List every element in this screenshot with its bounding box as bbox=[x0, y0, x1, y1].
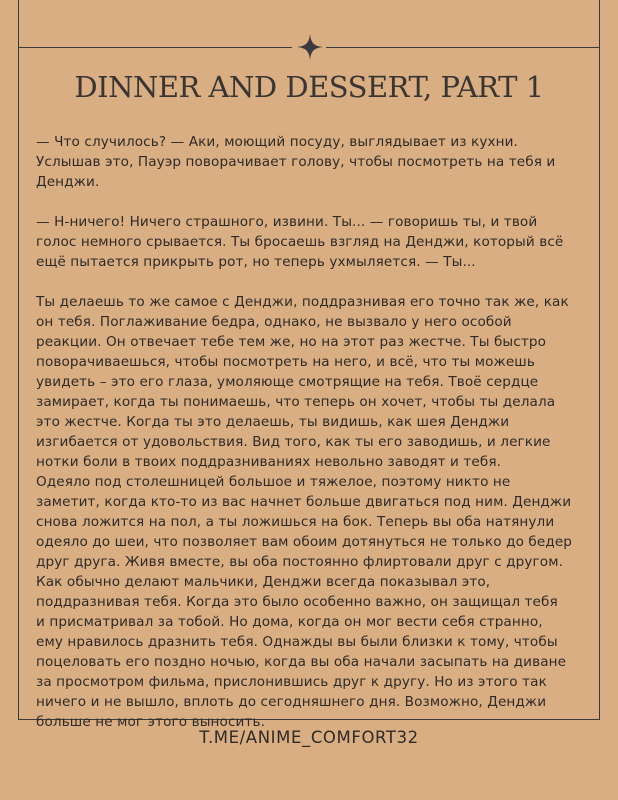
four-point-star-icon bbox=[296, 33, 324, 61]
paragraph-4: Одеяло под столешницей большое и тяжелое, поэтому никто не заметит, когда кто-то из вас начнет больше двигаться под ним. Денджи снова ложится на пол, а ты ложишься на бок. Теперь вы оба натянули одеяло до шеи, что позволяет вам обоим дотянуться не только до бедер друг друга. Живя вместе, вы оба постоянно флиртовали друг с другом. Как обычно делают мальчики, Денджи всегда показывал это, поддразнивая тебя. Когда это было особенно важно, он защищал тебя и присматривал за тобой. Но дома, когда он мог вести себя странно, ему нравилось дразнить тебя. Однажды вы были близки к тому, чтобы поцеловать его поздно ночью, когда вы оба начали засыпать на диване за просмотром фильма, прислонившись друг к другу. Но из этого так ничего и не вышло, вплоть до сегодняшнего дня. Возможно, Денджи больше не мог этого выносить. bbox=[36, 474, 573, 730]
page-title: DINNER AND DESSERT, PART 1 bbox=[74, 70, 544, 104]
paragraph-3: Ты делаешь то же самое с Денджи, поддразнивая его точно так же, как он тебя. Поглаживание бедра, однако, не вызвало у него особой реакции. Он отвечает тебе тем же, но на этот раз жестче. Ты быстро поворачиваешься, чтобы посмотреть на него, и всё, что ты можешь увидеть – это его глаза, умоляюще смотрящие на тебя. Твоё сердце замирает, когда ты понимаешь, что теперь он хочет, чтобы ты делала это жестче. Когда ты это делаешь, ты видишь, как шея Денджи изгибается от удовольствия. Вид того, как ты его заводишь, и легкие нотки боли в твоих поддразниваниях невольно заводят и тебя. bbox=[36, 294, 569, 470]
channel-link: T.ME/ANIME_COMFORT32 bbox=[199, 728, 419, 747]
story-text bbox=[36, 132, 592, 732]
paragraph-1: — Что случилось? — Аки, моющий посуду, выглядывает из кухни. Услышав это, Пауэр поворачивает голову, чтобы посмотреть на тебя и Денджи. bbox=[36, 134, 556, 190]
frame-top-left-line bbox=[18, 47, 292, 48]
frame-top-right-line bbox=[326, 47, 600, 48]
paragraph-2: — Н-ничего! Ничего страшного, извини. Ты... — говоришь ты, и твой голос немного срывается. Ты бросаешь взгляд на Денджи, который всё ещё пытается прикрыть рот, но теперь ухмыляется. — Ты... bbox=[36, 214, 564, 270]
